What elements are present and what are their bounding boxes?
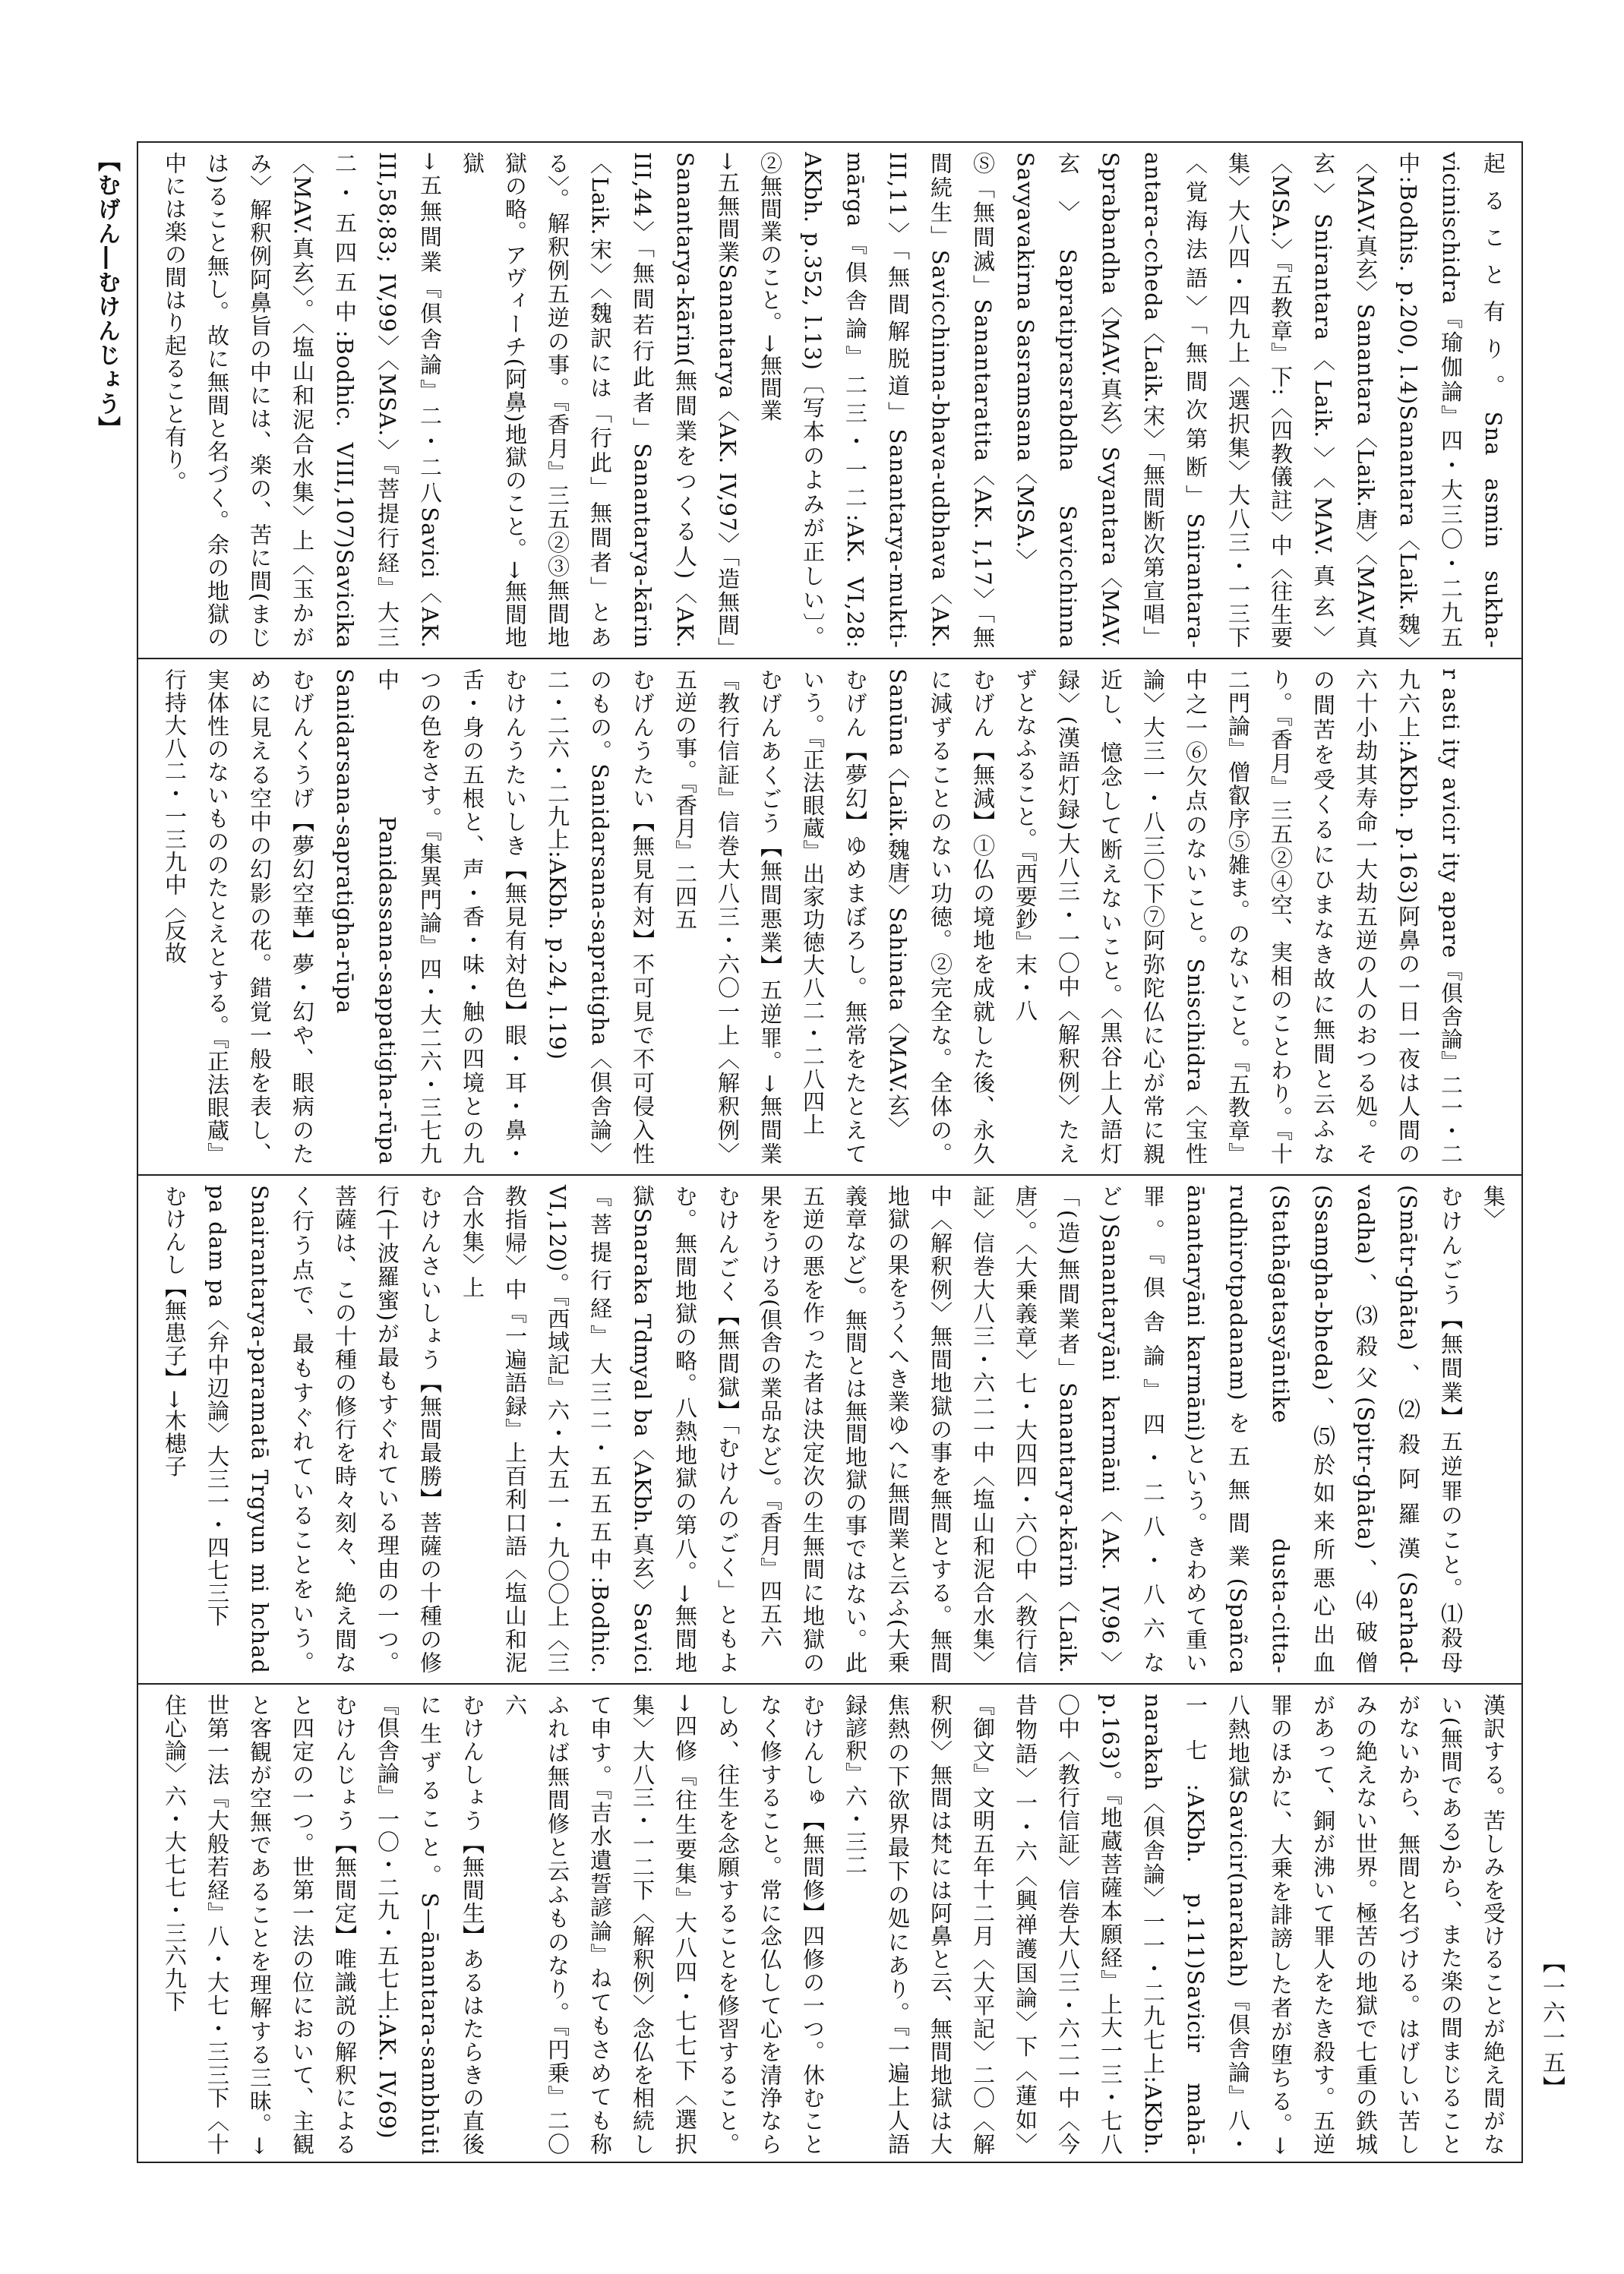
entry-paragraph: →五無間業Sanantarya〈AK. IV,97〉「造無間」Sanantarya-kārin(無間業をつくる人)〈AK. III,44〉「無間若行此者」Sanantarya-kārin〈Laik.宋〉〈魏訳には「行此」無間者」とある〉。解釈例五逆の事。『香月』三五②③無間地獄の略。アヴィーチ(阿鼻)地獄のこと。→無間地獄	[460, 152, 741, 649]
tier-4	[138, 1685, 1521, 2165]
entry-paragraph: むげんうたい【無見有対】不可見で不可侵入性のもの。Sanidarsana-sapratigha〈倶舎論〉二・二六・二九上:AKbh. p.24, l.19)	[545, 668, 656, 1165]
entry-paragraph: 集〉	[1480, 1185, 1506, 1230]
entry-paragraph: Ⓢ「無間滅」Sanantaratita〈AK. I,17〉「無間続生」Savicchinna-bhava-udbhava〈AK. III,11〉「無間解脱道」Sanantarya-mukti-mārga『倶舎論』二三・一二:AK. VI,28: AKbh. p.352, l.13)〔写本のよみが正しい〕。②無間業のこと。→無間業	[757, 152, 996, 649]
tier-2-text	[153, 668, 1472, 1165]
entry-paragraph: むげんくうげ【夢幻空華】夢・幻や、眼病のために見える空中の幻影の花。錯覚一般を表し、実体性のないもののたとえとする。『正法眼蔵』行持大八二・一三九中〈反故	[162, 668, 315, 1165]
entry-paragraph: 起ること有り。Sna asmin sukha-vicinischidra『瑜伽論』四・大三〇・二九五中:Bodhis. p.200, l.4)Sanantara〈Laik.魏〉〈MAV.真玄〉Sanantara〈Laik.唐〉〈MAV.真玄〉Snirantara〈Laik.〉〈MAV.真玄〉〈MSA.〉『五教章』下:〈四教儀註〉中〈往生要集〉大八四・四九上〈選択集〉大八三・一三下〈覚海法語〉「無間次第断」Snirantara-antara-ccheda〈Laik.宋〉「無間断次第宣唱」Sprabandha〈MAV.真玄〉Svyantara〈MAV.玄〉Sapratiprasrabdha Savicchinna Savyavakirna Sasramsana〈MSA.〉	[1013, 152, 1506, 649]
entry-paragraph: むけんごく【無間獄】「むけんのごく」ともよむ。無間地獄の略。八熱地獄の第八。→無間地獄Snaraka Tdmyal ba〈AKbh.真玄〉Savici『菩提行経』大三二・五五五中:Bodhic. VI,120)。『西域記』六・大五一・九〇〇上〈三教指帰〉中『一遍語録』上百利口語〈塩山和泥合水集〉上	[460, 1185, 741, 1674]
entry-paragraph: むげんあくごう【無間悪業】五逆罪。→無間業『教行信証』信巻大八三・六〇一上〈解釈例〉五逆の事。『香月』二四五	[672, 668, 783, 1165]
entry-paragraph: r asti ity avicir ity apare『倶舎論』二一・二九六上:AKbh. p.163)阿鼻の一日一夜は人間の六十小劫其寿命一大劫五逆の人のおつる処。その間苦を受くるにひまなき故に無間と云ふなり。『香月』三五②④空、実相のことわり。『十二門論』僧叡序⑤雑ま。のないこと。『五教章』中之一⑥欠点のないこと。Sniscihidra〈宝性論〉大三一・八三〇下⑦阿弥陀仏に心が常に親近し、憶念して断えないこと。〈黒谷上人語灯録〉(漢語灯録)大八三・一〇中〈解釈例〉たえずとなふること。『西要鈔』末・八	[1013, 668, 1464, 1166]
running-head: 【むげん―むけんじょう】	[93, 149, 120, 441]
tier-3-text	[153, 1185, 1515, 1674]
entry-paragraph: むけんしょう【無間生】あるはたらきの直後に生ずること。S—ānantara-sambhūti『倶舎論』一〇・二九・五七上:AK. IV,69)	[374, 1694, 485, 2156]
tier-1	[138, 143, 1521, 659]
page-frame	[137, 141, 1523, 2163]
entry-paragraph: むげん【無減】①仏の境地を成就した後、永久に減ずることのない功徳。②完全な。全体の。Sanūna〈Laik.魏唐〉Sahinata〈MAV.玄〉	[885, 668, 996, 1165]
entry-paragraph: むげん【夢幻】ゆめまぼろし。無常をたとえていう。『正法眼蔵』出家功徳大八二・二八四上	[800, 668, 868, 1165]
entry-paragraph: →五無間業『倶舎論』二・二八Savici〈AK. III,58;83; IV,99〉〈MSA.〉『菩提行経』大三二・五四五中:Bodhic. VIII,107)Savicika〈MAV.真玄〉。〈塩山和泥合水集〉上〈玉かがみ〉解釈例阿鼻旨の中には、楽の、苦に間(まじは)ること無し。故に無間と名づく。余の地獄の中には楽の間はり起ること有り。	[162, 152, 443, 649]
entry-paragraph: 漢訳する。苦しみを受けることが絶え間がない(無間である)から、また楽の間まじることがないから、無間と名づける。はげしい苦しみの絶えない世界。極苦の地獄で七重の鉄城があって、銅が沸いて罪人をたき殺す。五逆罪のほかに、大乗を誹謗した者が堕ちる。→八熱地獄Savicir(narakah)『倶舎論』八・一七:AKbh. p.111)Savicir mahā-narakah〈倶舎論〉一一・二九七上:AKbh. p.163)。『地蔵菩薩本願経』上大一三・七八〇中〈教行信証〉信巻大八三・六二一中〈今昔物語〉一・六〈興禅護国論〉下〈蓮如〉『御文』文明五年十二月〈大平記〉二〇〈解釈例〉無間は梵には阿鼻と云、無間地獄は大焦熱の下欲界最下の処にあり。『一遍上人語録諺釈』六・三二	[842, 1694, 1506, 2156]
entry-paragraph: むけんしゅ【無間修】四修の一つ。休むことなく修すること。常に念仏して心を清浄ならしめ、往生を念願することを修習すること。→四修『往生要集』大八四・七七下〈選択集〉大八三・一二下〈解釈例〉念仏を相続して申す。『吉水遺誓諺論』ねてもさめても称ふれば無間修と云ふものなり。『円乗』二〇六	[502, 1694, 826, 2156]
page-number: 【一六一五】	[1538, 1950, 1565, 2101]
tier-1-text	[153, 152, 1515, 649]
entry-paragraph: むけんごう【無間業】五逆罪のこと。⑴殺母(Smātr-ghāta)、⑵殺阿羅漢(Sarhad-vadha)、⑶殺父(Spitr-ghāta)、⑷破僧(Ssamgha-bheda)、⑸於如来所悪心出血(Stathāgatasyāntike dusta-citta-rudhirotpadanam)を五無間業(Spañca ānantaryāni karmāni)という。きわめて重い罪。『倶舎論』四・二八・八六など)Sanantaryāni karmāni〈AK. IV,96〉「(造)無間業者」Sanantarya-kārin〈Laik.唐〉。〈大乗義章〉七・大四四・六〇中〈教行信証〉信巻大八三・六二一中〈塩山和泥合水集〉中〈解釈例〉無間地獄の事を無間とする。無間地獄の果をうくへき業ゆへに無間業と云ふ(大乗義章など)。無間とは無間地獄の事ではない。此五逆の悪を作った者は決定次の生無間に地獄の果をうける(倶舎の業品など)。『香月』四五六	[757, 1185, 1464, 1674]
entry-paragraph: むけんし【無患子】→木槵子	[162, 1185, 188, 1478]
entry-paragraph: むけんさいしょう【無間最勝】菩薩の十種の修行(十波羅蜜)が最もすぐれている理由の一つ。菩薩は、この十種の修行を時々刻々、絶え間なく行う点で、最もすぐれていることをいう。Snairantarya-paramatā Trgyun mi hchad pa dam pa〈弁中辺論〉大三一・四七三下	[204, 1185, 443, 1675]
entry-paragraph: むけんうたいしき【無見有対色】眼・耳・鼻・舌・身の五根と、声・香・味・触の四境との九つの色をさす。『集異門論』四・大二六・三七九中 Panidassana-sappatigha-rūpa Sanidarsana-sapratigha-rūpa	[332, 668, 528, 1165]
tier-3	[138, 1176, 1521, 1685]
tier-4-text	[153, 1694, 1521, 2156]
tier-2	[138, 659, 1521, 1176]
entry-paragraph: むけんじょう【無間定】唯識説の解釈によると四定の一つ。世第一法の位において、主観と客観が空無であることを理解する三昧。→世第一法『大般若経』八・大七・三三下〈十住心論〉六・大七七・三六九下	[162, 1694, 358, 2156]
